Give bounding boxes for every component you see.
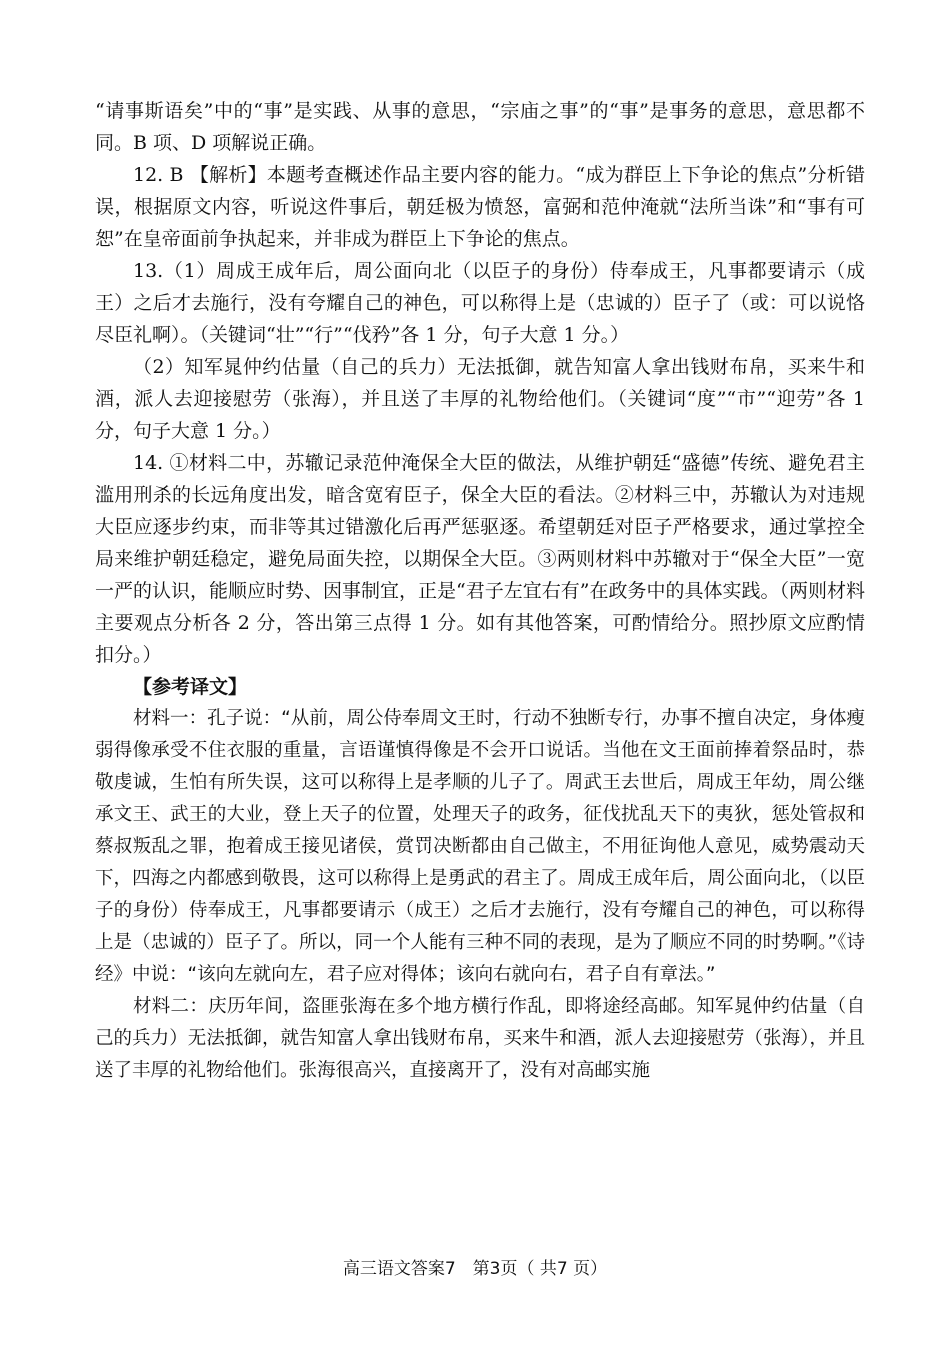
paragraph-continuation: “请事斯语矣”中的“事”是实践、从事的意思，“宗庙之事”的“事”是事务的意思，意思都不同。B 项、D 项解说正确。 bbox=[95, 100, 865, 154]
answer-12: 12. B 【解析】本题考查概述作品主要内容的能力。“成为群臣上下争论的焦点”分析错误，根据原文内容，听说这件事后，朝廷极为愤怒，富弼和范仲淹就“法所当诛”和“事有可恕”在皇帝面前争执起来，并非成为群臣上下争论的焦点。 bbox=[95, 164, 865, 250]
answer-text-body bbox=[95, 95, 865, 1087]
answer-14: 14. ①材料二中，苏辙记录范仲淹保全大臣的做法，从维护朝廷“盛德”传统、避免君主滥用刑杀的长远角度出发，暗含宽宥臣子，保全大臣的看法。②材料三中，苏辙认为对违规大臣应逐步约束，而非等其过错激化后再严惩驱逐。希望朝廷对臣子严格要求，通过掌控全局来维护朝廷稳定，避免局面失控，以期保全大臣。③两则材料中苏辙对于“保全大臣”一宽一严的认识，能顺应时势、因事制宜，正是“君子左宜右有”在政务中的具体实践。（两则材料主要观点分析各 2 分，答出第三点得 1 分。如有其他答案，可酌情给分。照抄原文应酌情扣分。） bbox=[95, 452, 865, 666]
translation-material-2: 材料二：庆历年间，盗匪张海在多个地方横行作乱，即将途经高邮。知军晁仲约估量（自己的兵力）无法抵御，就告知富人拿出钱财布帛，买来牛和酒，派人去迎接慰劳（张海），并且送了丰厚的礼物给他们。张海很高兴，直接离开了，没有对高邮实施 bbox=[95, 996, 865, 1081]
answer-13-part-1: 13.（1）周成王成年后，周公面向北（以臣子的身份）侍奉成王，凡事都要请示（成王）之后才去施行，没有夸耀自己的神色，可以称得上是（忠诚的）臣子了（或：可以说恪尽臣礼啊）。（关键词“壮”“行”“伐矜”各 1 分，句子大意 1 分。） bbox=[95, 260, 865, 346]
answer-13-part-2: （2）知军晁仲约估量（自己的兵力）无法抵御，就告知富人拿出钱财布帛，买来牛和酒，派人去迎接慰劳（张海），并且送了丰厚的礼物给他们。（关键词“度”“市”“迎劳”各 1 分，句子大意 1 分。） bbox=[95, 356, 865, 442]
translation-material-1: 材料一：孔子说：“从前，周公侍奉周文王时，行动不独断专行，办事不擅自决定，身体瘦弱得像承受不住衣服的重量，言语谨慎得像是不会开口说话。当他在文王面前捧着祭品时，恭敬虔诚，生怕有所失误，这可以称得上是孝顺的儿子了。周武王去世后，周成王年幼，周公继承文王、武王的大业，登上天子的位置，处理天子的政务，征伐扰乱天下的夷狄，惩处管叔和蔡叔叛乱之罪，抱着成王接见诸侯，赏罚决断都由自己做主，不用征询他人意见，威势震动天下，四海之内都感到敬畏，这可以称得上是勇武的君主了。周成王成年后，周公面向北，（以臣子的身份）侍奉成王，凡事都要请示（成王）之后才去施行，没有夸耀自己的神色，可以称得上是（忠诚的）臣子了。所以，同一个人能有三种不同的表现，是为了顺应不同的时势啊。”《诗经》中说：“该向左就向左，君子应对得体；该向右就向右，君子自有章法。” bbox=[95, 708, 865, 985]
page-footer: 高三语文答案7 第3页（ 共7 页） bbox=[342, 1259, 608, 1279]
reference-translation-heading: 【参考译文】 bbox=[133, 676, 248, 698]
